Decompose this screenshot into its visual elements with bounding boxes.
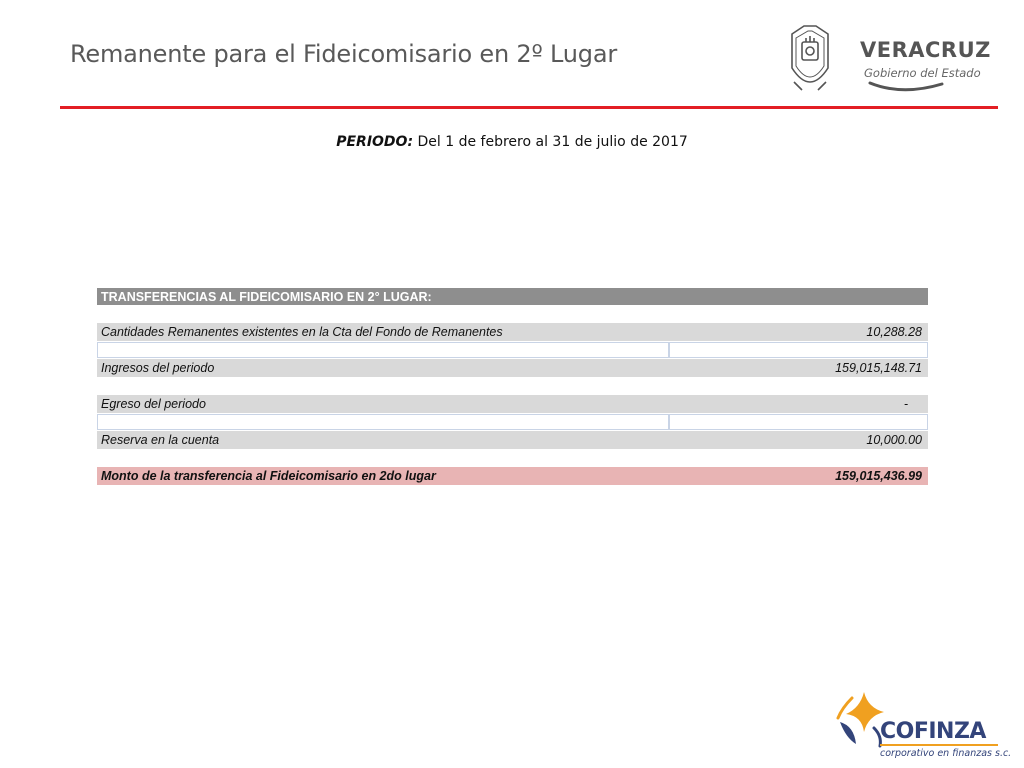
brand-name: VERACRUZ bbox=[860, 38, 991, 62]
footer-brand-underline bbox=[880, 744, 998, 746]
total-value: 159,015,436.99 bbox=[835, 469, 922, 483]
row-label: Ingresos del periodo bbox=[101, 361, 215, 375]
page-title: Remanente para el Fideicomisario en 2º Lugar bbox=[70, 40, 618, 68]
table-header bbox=[97, 288, 928, 305]
table-row bbox=[97, 323, 928, 341]
empty-cell bbox=[97, 414, 669, 430]
empty-row bbox=[97, 413, 928, 431]
row-value: 159,015,148.71 bbox=[835, 361, 922, 375]
period-label: PERIODO: bbox=[336, 134, 414, 150]
transfers-table bbox=[97, 288, 928, 485]
table-header-label: TRANSFERENCIAS AL FIDEICOMISARIO EN 2° LUGAR: bbox=[101, 289, 432, 304]
table-row bbox=[97, 395, 928, 413]
empty-row bbox=[97, 341, 928, 359]
row-value: 10,000.00 bbox=[866, 433, 922, 447]
brand-subtitle: Gobierno del Estado bbox=[864, 66, 981, 80]
total-label: Monto de la transferencia al Fideicomisario en 2do lugar bbox=[101, 469, 436, 483]
period-line bbox=[0, 134, 1024, 150]
row-value: - bbox=[903, 397, 908, 411]
row-label: Egreso del periodo bbox=[101, 397, 206, 411]
empty-cell bbox=[669, 414, 928, 430]
footer-brand-name: COFINZA bbox=[880, 719, 986, 744]
empty-cell bbox=[97, 342, 669, 358]
row-value: 10,288.28 bbox=[866, 325, 922, 339]
period-text: Del 1 de febrero al 31 de julio de 2017 bbox=[417, 134, 688, 150]
footer-brand-subtitle: corporativo en finanzas s.c. bbox=[880, 748, 1012, 759]
table-row bbox=[97, 359, 928, 377]
table-row bbox=[97, 431, 928, 449]
empty-cell bbox=[669, 342, 928, 358]
header-divider bbox=[60, 106, 998, 109]
row-label: Cantidades Remanentes existentes en la Cta del Fondo de Remanentes bbox=[101, 325, 503, 339]
total-row bbox=[97, 467, 928, 485]
row-label: Reserva en la cuenta bbox=[101, 433, 220, 447]
